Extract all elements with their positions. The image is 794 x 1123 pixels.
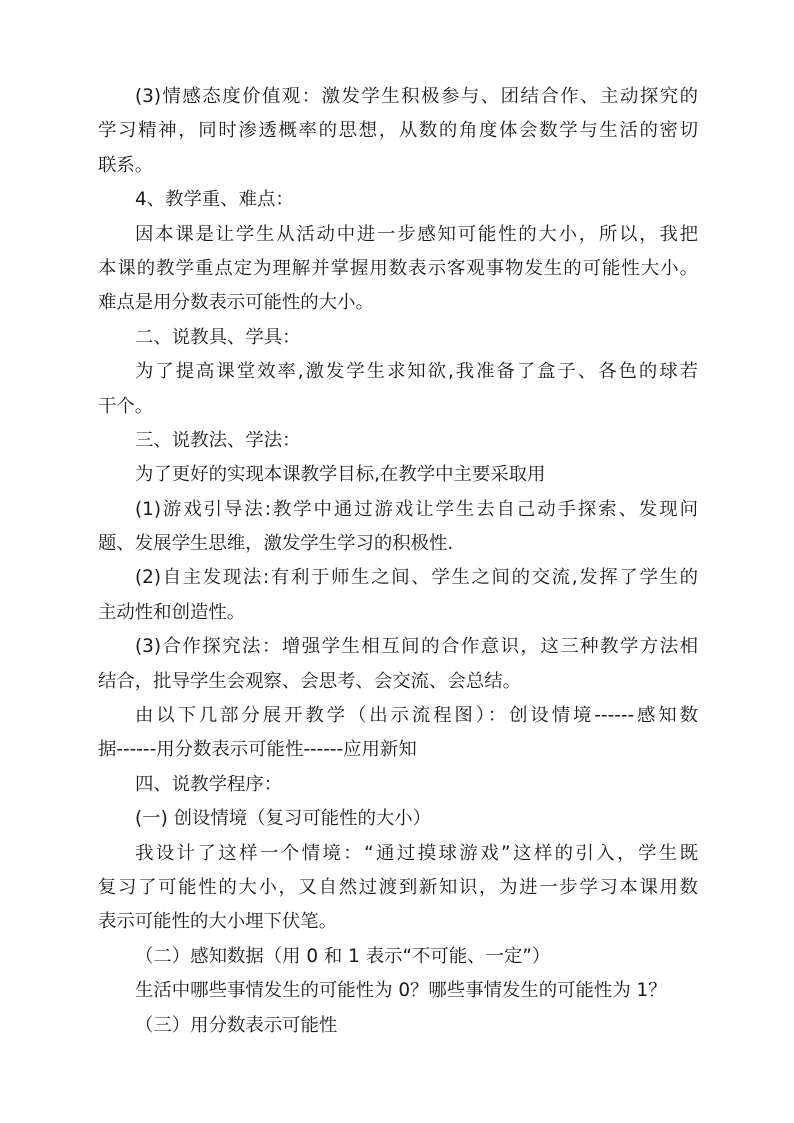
text-line: 本课的教学重点定为理解并掌握用数表示客观事物发生的可能性大小。 [98,257,698,279]
text-line: 表示可能性的大小埋下伏笔。 [98,911,338,933]
text-line: 干个。 [98,395,154,417]
text-line: 题、发展学生思维，激发学生学习的积极性. [98,533,454,555]
text-line: 复习了可能性的大小，又自然过渡到新知识，为进一步学习本课用数 [98,876,698,898]
text-line: 为了提高课堂效率,激发学生求知欲,我准备了盒子、各色的球若 [135,361,698,383]
text-line: (1)游戏引导法:教学中通过游戏让学生去自己动手探索、发现问 [135,498,698,520]
text-line: 据------用分数表示可能性------应用新知 [98,739,417,761]
text-line: 我设计了这样一个情境：“通过摸球游戏”这样的引入，学生既 [135,842,698,864]
document-body [98,80,698,1043]
text-line: 为了更好的实现本课教学目标,在教学中主要采取用 [135,464,546,486]
text-line: 生活中哪些事情发生的可能性为 0？哪些事情发生的可能性为 1？ [135,980,667,1002]
text-line: 4、教学重、难点： [135,189,294,211]
text-line: (3)合作探究法：增强学生相互间的合作意识，这三种教学方法相 [135,636,698,658]
text-line: (一) 创设情境（复习可能性的大小） [135,808,432,830]
text-line: 主动性和创造性。 [98,601,246,623]
text-line: 联系。 [98,154,154,176]
text-line: 学习精神，同时渗透概率的思想，从数的角度体会数学与生活的密切 [98,120,698,142]
text-line: 难点是用分数表示可能性的大小。 [98,292,374,314]
text-line: 因本课是让学生从活动中进一步感知可能性的大小，所以，我把 [135,223,698,245]
text-line: （三）用分数表示可能性 [135,1014,338,1036]
text-line: 结合，批导学生会观察、会思考、会交流、会总结。 [98,670,521,692]
text-line: 二、说教具、学具： [135,326,301,348]
text-line: 由以下几部分展开教学（出示流程图）：创设情境------感知数 [135,705,698,727]
text-line: (2)自主发现法:有利于师生之间、学生之间的交流,发挥了学生的 [135,567,698,589]
text-line: 四、说教学程序： [135,773,283,795]
text-line: (3)情感态度价值观：激发学生积极参与、团结合作、主动探究的 [135,86,698,107]
text-line: （二）感知数据（用 0 和 1 表示“不可能、一定”） [135,945,551,967]
text-line: 三、说教法、学法： [135,429,301,451]
